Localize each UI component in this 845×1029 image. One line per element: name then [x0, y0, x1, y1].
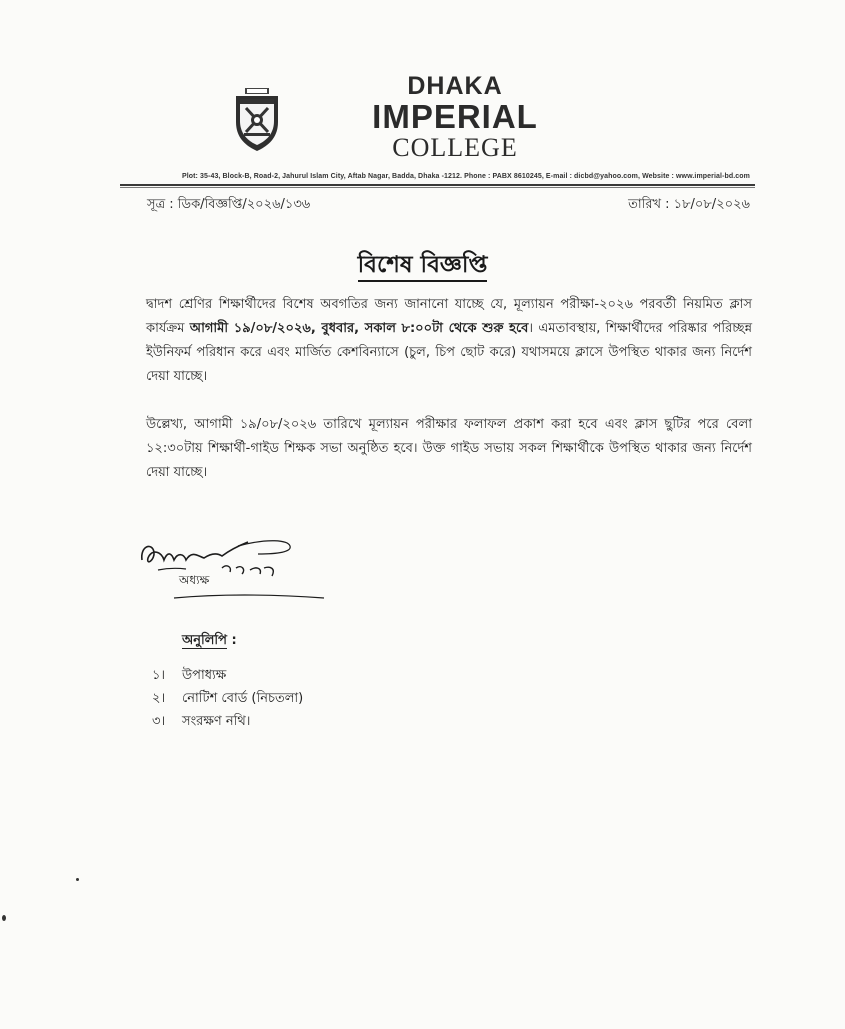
college-name-line1: DHAKA: [407, 72, 503, 100]
list-item-number: ১।: [152, 668, 166, 683]
copy-heading-colon: :: [226, 633, 237, 648]
principal-designation: [179, 572, 209, 592]
paragraph-1-text-a: দ্বাদশ শ্রেণির শিক্ষার্থীদের বিশেষ অবগতির জন্য জানানো যাচ্ছে যে, মূল্যায়ন পরীক্ষা-২০২৬ পরবর্তী নিয়মিত ক্লাস কার্যক্রম: [146, 297, 752, 336]
scan-speck: [2, 915, 6, 921]
notice-title: বিশেষ বিজ্ঞপ্তি: [358, 252, 488, 282]
college-name-line3: COLLEGE: [392, 133, 518, 162]
copy-list: [152, 664, 303, 733]
list-item: [152, 687, 303, 710]
list-item: [152, 664, 303, 687]
reference-number: সূত্র : ডিক/বিজ্ঞপ্তি/২০২৬/১৩৬: [147, 197, 311, 212]
list-item-text: সংরক্ষণ নথি।: [182, 714, 251, 729]
college-address: Plot: 35-43, Block-B, Road-2, Jahurul Islam City, Aftab Nagar, Badda, Dhaka -1212. Phone : PABX 8610245, E-mail : dicbd@yahoo.com, Website : www.imperial-bd.com: [181, 173, 750, 180]
college-name: [370, 72, 540, 162]
list-item: [152, 710, 303, 733]
letterhead-divider: [120, 184, 755, 186]
list-item-number: ২।: [152, 691, 166, 706]
list-item-text: নোটিশ বোর্ড (নিচতলা): [182, 691, 304, 706]
paragraph-1-text-b: । এমতাবস্থায়, শিক্ষার্থীদের পরিষ্কার পরিচ্ছন্ন ইউনিফর্ম পরিধান করে এবং মার্জিত কেশবিন্যাসে (চুল, চিপ ছোট করে) যথাসময়ে ক্লাসে উপস্থিত থাকার জন্য নির্দেশ দেয়া যাচ্ছে।: [146, 321, 752, 384]
college-name-line2: IMPERIAL: [372, 98, 538, 135]
notice-paragraph-1: [146, 293, 752, 389]
paragraph-1-emphasis: আগামী ১৯/০৮/২০২৬, বুধবার, সকাল ৮:০০টা থেকে শুরু হবে: [189, 321, 529, 336]
notice-paragraph-2: উল্লেখ্য, আগামী ১৯/০৮/২০২৬ তারিখে মূল্যায়ন পরীক্ষার ফলাফল প্রকাশ করা হবে এবং ক্লাস ছুটির পরে বেলা ১২:৩০টায় শিক্ষার্থী-গাইড শিক্ষক সভা অনুষ্ঠিত হবে। উক্ত গাইড সভায় সকল শিক্ষার্থীকে উপস্থিত থাকার জন্য নির্দেশ দেয়া যাচ্ছে।: [146, 417, 752, 480]
notice-date: তারিখ : ১৮/০৮/২০২৬: [628, 197, 750, 212]
principal-title: অধ্যক্ষ: [179, 573, 210, 587]
list-item-number: ৩।: [152, 714, 166, 729]
copy-heading-text: অনুলিপি: [182, 633, 227, 648]
list-item-text: উপাধ্যক্ষ: [182, 668, 227, 683]
letterhead-divider-thin: [120, 187, 755, 188]
copy-heading: [182, 631, 237, 652]
notice-title-wrap: [0, 246, 845, 285]
scan-speck: [76, 878, 79, 881]
college-crest-logo: [232, 88, 282, 152]
principal-signature: [138, 532, 338, 612]
